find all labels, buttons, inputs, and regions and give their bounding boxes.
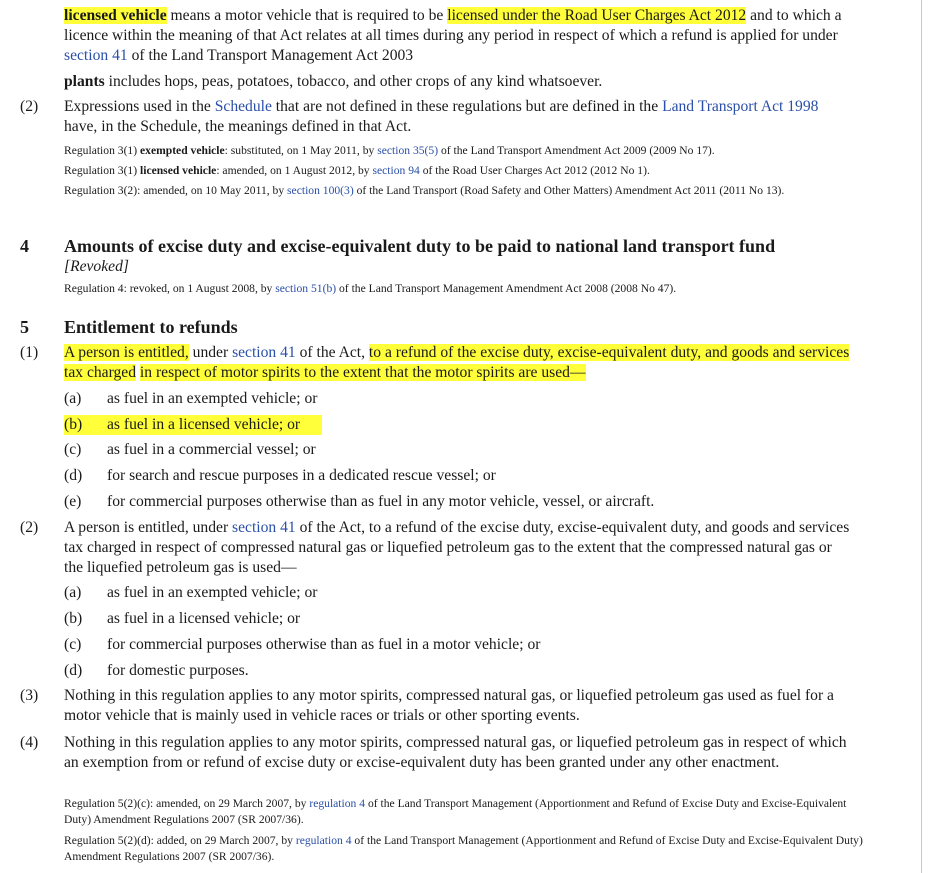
list-item: as fuel in a licensed vehicle; or [107, 416, 301, 433]
history-note: Regulation 3(1) exempted vehicle: substituted, on 1 May 2011, by section 35(5) of the Land Transport Amendment Act 2009 (2009 No 17). [64, 144, 715, 157]
section-51-b-link[interactable]: section 51(b) [275, 282, 337, 295]
paragraph-label: (e) [64, 493, 82, 510]
highlighted-text: in respect of motor spirits to the extent that the motor spirits are used— [139, 364, 586, 381]
list-item: for domestic purposes. [107, 662, 249, 679]
section-100-3-link[interactable]: section 100(3) [287, 184, 354, 197]
regulation-4-link[interactable]: regulation 4 [295, 834, 352, 847]
subclause-number: (2) [20, 98, 39, 115]
revoked-label: [Revoked] [64, 258, 129, 275]
regulation-4-number: 4 [20, 236, 29, 256]
paragraph-label-highlighted: (b) [64, 415, 322, 435]
paragraph-label: (b) [64, 610, 83, 627]
section-35-5-link[interactable]: section 35(5) [377, 144, 439, 157]
paragraph-label: (c) [64, 441, 82, 458]
schedule-link[interactable]: Schedule [214, 98, 272, 115]
subclause-number: (3) [20, 687, 39, 704]
term-plants: plants [64, 73, 105, 90]
paragraph-label: (d) [64, 662, 83, 679]
history-note: Regulation 5(2)(c): amended, on 29 March 2007, by regulation 4 of the Land Transport Management (Apportionment and Refund of Excise Duty and Excise-Equivalent Duty) Amendment Regulations 2007 (SR 2007/36). [64, 797, 847, 826]
history-note: Regulation 3(2): amended, on 10 May 2011, by section 100(3) of the Land Transport (Road Safety and Other Matters) Amendment Act 2011 (2011 No 13). [64, 184, 785, 197]
regulation-5-1-text: A person is entitled, under section 41 of the Act, to a refund of the excise duty, excise-equivalent duty, and goods and services tax charged in respect of motor spirits to the extent that the motor spirits are used— [64, 344, 850, 381]
list-item: for search and rescue purposes in a dedicated rescue vessel; or [107, 467, 496, 484]
highlighted-text: A person is entitled, [64, 344, 189, 361]
definition-licensed-vehicle: licensed vehicle means a motor vehicle that is required to be licensed under the Road User Charges Act 2012 and to which a licence within the meaning of that Act relates at all times during any period in respect of which a refund is applied for under section 41 of the Land Transport Management Act 2003 [64, 7, 842, 64]
list-item: as fuel in a licensed vehicle; or [107, 610, 301, 627]
list-item: as fuel in an exempted vehicle; or [107, 390, 318, 407]
highlighted-text: to a refund of the excise duty, excise-equivalent duty, and goods and services tax charged [64, 344, 850, 381]
list-item: for commercial purposes otherwise than as fuel in any motor vehicle, vessel, or aircraft. [107, 493, 655, 510]
list-item: for commercial purposes otherwise than as fuel in a motor vehicle; or [107, 636, 541, 653]
land-transport-act-link[interactable]: Land Transport Act 1998 [662, 98, 819, 115]
regulation-3-2-text: Expressions used in the Schedule that are not defined in these regulations but are defined in the Land Transport Act 1998 have, in the Schedule, the meanings defined in that Act. [64, 98, 819, 135]
regulation-5-3-text: Nothing in this regulation applies to any motor spirits, compressed natural gas, or liquefied petroleum gas used as fuel for a motor vehicle that is mainly used in vehicle races or trials or other sporting events. [64, 687, 834, 724]
list-item: as fuel in a commercial vessel; or [107, 441, 316, 458]
history-note: Regulation 3(1) licensed vehicle: amended, on 1 August 2012, by section 94 of the Road User Charges Act 2012 (2012 No 1). [64, 164, 650, 177]
term-licensed-vehicle: licensed vehicle [64, 7, 167, 24]
paragraph-label: (a) [64, 584, 82, 601]
regulation-4-link[interactable]: regulation 4 [309, 797, 366, 810]
history-note: Regulation 4: revoked, on 1 August 2008, by section 51(b) of the Land Transport Management Amendment Act 2008 (2008 No 47). [64, 282, 677, 295]
page-right-border [921, 0, 922, 873]
section-41-link[interactable]: section 41 [232, 344, 296, 361]
section-41-link[interactable]: section 41 [64, 47, 128, 64]
subclause-number: (4) [20, 734, 39, 751]
section-41-link[interactable]: section 41 [232, 519, 296, 536]
regulation-4-heading: Amounts of excise duty and excise-equivalent duty to be paid to national land transport fund [64, 236, 776, 256]
regulation-5-number: 5 [20, 317, 29, 337]
subclause-number: (1) [20, 344, 39, 361]
paragraph-label: (d) [64, 467, 83, 484]
highlighted-text: licensed under the Road User Charges Act 2012 [447, 7, 747, 24]
definition-plants: plants includes hops, peas, potatoes, tobacco, and other crops of any kind whatsoever. [64, 73, 603, 90]
history-note: Regulation 5(2)(d): added, on 29 March 2007, by regulation 4 of the Land Transport Management (Apportionment and Refund of Excise Duty and Excise-Equivalent Duty) Amendment Regulations 2007 (SR 2007/36). [64, 834, 863, 863]
paragraph-label: (c) [64, 636, 82, 653]
section-94-link[interactable]: section 94 [372, 164, 420, 177]
subclause-number: (2) [20, 519, 39, 536]
regulation-5-2-text: A person is entitled, under section 41 of the Act, to a refund of the excise duty, excise-equivalent duty, and goods and services tax charged in respect of compressed natural gas or liquefied petroleum gas to the extent that the compressed natural gas or the liquefied petroleum gas is used— [64, 519, 850, 576]
regulation-5-4-text: Nothing in this regulation applies to any motor spirits, compressed natural gas, or liquefied petroleum gas in respect of which an exemption from or refund of excise duty or excise-equivalent duty has been granted under any other enactment. [64, 734, 847, 771]
list-item: as fuel in an exempted vehicle; or [107, 584, 318, 601]
paragraph-label: (a) [64, 390, 82, 407]
regulation-5-heading: Entitlement to refunds [64, 317, 238, 337]
